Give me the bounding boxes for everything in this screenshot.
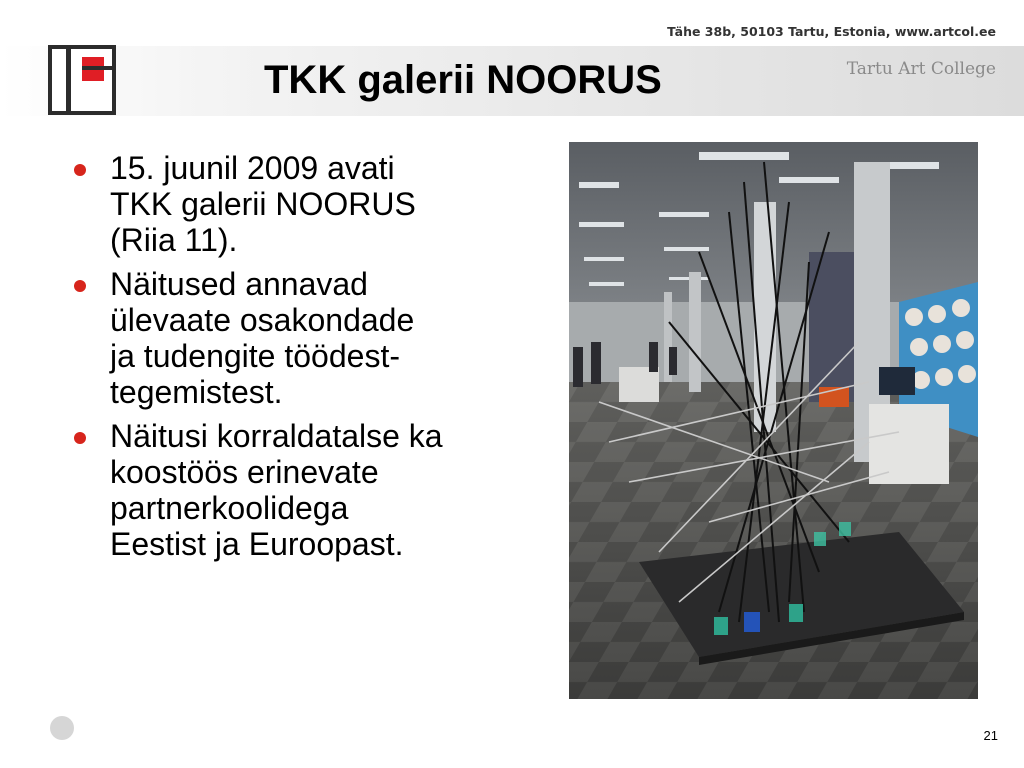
bullet-list bbox=[70, 150, 540, 570]
bullet-text: Näitused annavad ülevaate osakondade ja tudengite töödest- tegemistest. bbox=[110, 266, 415, 410]
bullet-text: 15. juunil 2009 avati TKK galerii NOORUS (Riia 11). bbox=[110, 150, 416, 258]
bullet-dot-icon bbox=[74, 432, 86, 444]
bullet-text: Näitusi korraldatalse ka koostöös erinevate partnerkoolidega Eestist ja Euroopast. bbox=[110, 418, 443, 562]
college-logo bbox=[48, 45, 116, 115]
gallery-photo bbox=[569, 142, 978, 699]
page-number: 21 bbox=[983, 728, 998, 743]
bullet-item bbox=[70, 418, 540, 562]
logo-dash bbox=[82, 66, 112, 70]
footer-circle-icon bbox=[50, 716, 74, 740]
bullet-item bbox=[70, 266, 540, 410]
bullet-item bbox=[70, 150, 540, 258]
college-name: Tartu Art College bbox=[846, 59, 996, 79]
bullet-dot-icon bbox=[74, 280, 86, 292]
logo-bar bbox=[66, 49, 71, 111]
slide-title: TKK galerii NOORUS bbox=[264, 58, 662, 102]
gallery-photo-image bbox=[569, 142, 978, 699]
college-address: Tähe 38b, 50103 Tartu, Estonia, www.artcol.ee bbox=[667, 24, 996, 39]
bullet-dot-icon bbox=[74, 164, 86, 176]
